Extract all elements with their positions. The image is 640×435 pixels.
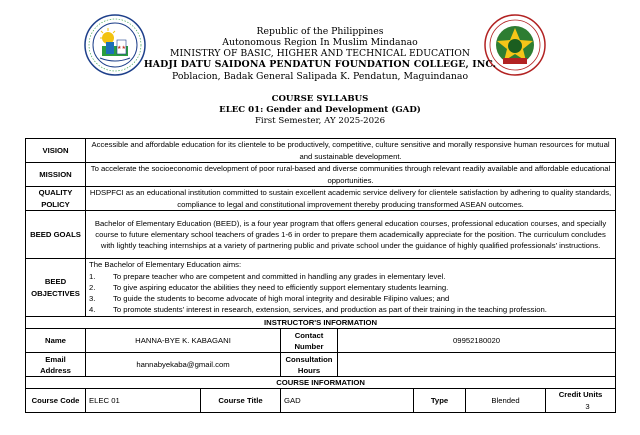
- objective-text: To promote students' interest in research, extension, services, and production as part of their training in the teaching profession.: [113, 305, 547, 315]
- credit-units: 3: [585, 401, 590, 411]
- course-code: ELEC 01: [86, 389, 201, 412]
- vision-text: Accessible and affordable education for its clientele to be productively, competitive, culture sensitive and morally responsive human resources for mutual and sustainable development.: [86, 139, 616, 163]
- mission-row: [26, 163, 616, 187]
- quality-policy-label: QUALITY POLICY: [26, 187, 86, 211]
- type-label: Type: [414, 389, 466, 412]
- course-section-header: COURSE INFORMATION: [26, 377, 616, 389]
- mission-label: MISSION: [26, 163, 86, 187]
- beed-goals-row: [26, 211, 616, 259]
- svg-text:★★: ★★: [117, 46, 126, 51]
- vision-row: [26, 139, 616, 163]
- beed-goals-text: Bachelor of Elementary Education (BEED), is a four year program that offers general education courses, professional education courses, and specially course to future elementary school teachers of grades 1-6 in order to prepare them academically appreciate for the position. The curriculum concludes with lightly teaching internships at a variety of partnering public and private school under the guidance of highly qualified professionals' instructions.: [86, 211, 616, 259]
- instructor-email-row: [26, 353, 616, 377]
- course-section-row: [26, 377, 616, 389]
- objective-item: [89, 271, 612, 282]
- objective-number: 2.: [89, 282, 96, 292]
- beed-objectives-cell: [86, 259, 616, 317]
- consultation-hours: [338, 353, 616, 377]
- header-region: Autonomous Region In Muslim Mindanao: [222, 37, 418, 48]
- course-code-label: Course Code: [26, 389, 86, 412]
- instructor-name: HANNA-BYE K. KABAGANI: [86, 329, 281, 353]
- course-title-label: Course Title: [201, 389, 281, 412]
- contact-number-label: Contact Number: [281, 329, 338, 353]
- header-address: Poblacion, Badak General Salipada K. Pendatun, Maguindanao: [171, 71, 469, 82]
- instructor-name-row: [26, 329, 616, 353]
- email-address-label: Email Address: [26, 353, 86, 377]
- objectives-list: [89, 271, 612, 316]
- course-title: GAD: [281, 389, 414, 412]
- course-type: Blended: [466, 389, 546, 412]
- quality-policy-row: [26, 187, 616, 211]
- objective-text: To give aspiring educator the abilities they need to efficiently support elementary students learning.: [113, 282, 449, 292]
- credit-units-label: Credit Units: [558, 390, 603, 400]
- beed-objectives-intro: The Bachelor of Elementary Education aims:: [89, 260, 242, 270]
- course-info-row: [26, 389, 616, 412]
- semester-heading: First Semester, AY 2025-2026: [254, 116, 386, 126]
- objective-number: 4.: [89, 305, 96, 315]
- consultation-hours-label: Consultation Hours: [281, 353, 338, 377]
- header-ministry: MINISTRY OF BASIC, HIGHER AND TECHNICAL EDUCATION: [170, 48, 470, 59]
- vision-label: VISION: [26, 139, 86, 163]
- quality-policy-text: HDSPFCI as an educational institution committed to sustain excellent academic service delivery for clientele satisfaction by adhering to quality standards, compliance to legal and constitutional improvement thereby producing transformed ASEAN outcomes.: [86, 187, 616, 211]
- syllabus-table: [25, 138, 616, 413]
- mission-text: To accelerate the socioeconomic development of poor rural-based and diverse communities through relevant readily available and affordable educational opportunities.: [86, 163, 616, 187]
- course-heading: ELEC 01: Gender and Development (GAD): [219, 105, 421, 115]
- objective-text: To prepare teacher who are competent and committed in handling any grades in elementary level.: [113, 271, 446, 281]
- contact-number: 09952180020: [338, 329, 616, 353]
- objective-item: [89, 293, 612, 304]
- email-address: hannabyekaba@gmail.com: [86, 353, 281, 377]
- credit-units-cell: [546, 389, 616, 412]
- name-label: Name: [26, 329, 86, 353]
- objective-number: 3.: [89, 294, 96, 304]
- beed-goals-label: BEED GOALS: [26, 211, 86, 259]
- header-country: Republic of the Philippines: [256, 26, 384, 37]
- instructor-section-row: [26, 317, 616, 329]
- objective-text: To guide the students to become advocate of high moral integrity and desirable Filipino values; and: [113, 294, 450, 304]
- objective-number: 1.: [89, 271, 96, 281]
- objective-item: [89, 304, 612, 315]
- header-college-name: HADJI DATU SAIDONA PENDATUN FOUNDATION COLLEGE, INC.: [143, 59, 497, 70]
- doc-title: COURSE SYLLABUS: [271, 94, 369, 104]
- beed-objectives-row: [26, 259, 616, 317]
- objective-item: [89, 282, 612, 293]
- beed-objectives-label: BEED OBJECTIVES: [26, 259, 86, 317]
- instructor-section-header: INSTRUCTOR'S INFORMATION: [26, 317, 616, 329]
